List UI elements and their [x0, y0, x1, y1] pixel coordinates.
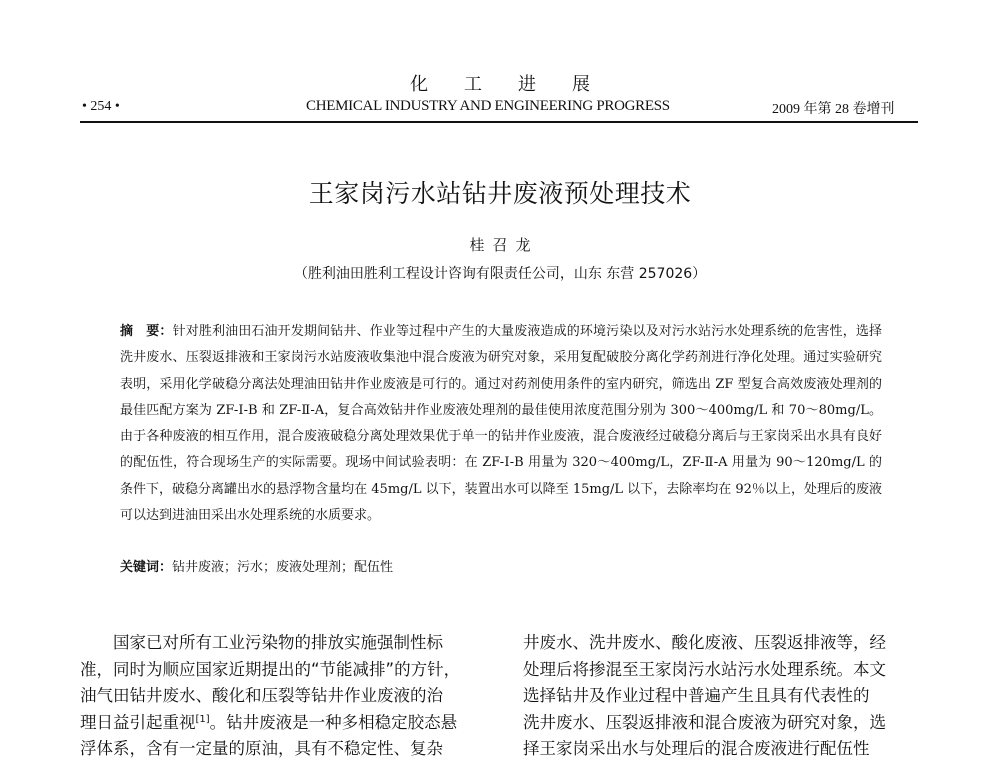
body-line: 油气田钻井废水、酸化和压裂等钻井作业废液的治 — [80, 686, 443, 705]
journal-title-en: CHEMICAL INDUSTRY AND ENGINEERING PROGRESS — [306, 98, 670, 114]
citation-ref[interactable]: [1] — [195, 713, 210, 725]
page-number: • 254 • — [82, 99, 120, 114]
journal-title-cn: 化工进展 — [410, 74, 626, 95]
keywords-text: 钻井废液；污水；废液处理剂；配伍性 — [172, 560, 394, 575]
keywords — [120, 555, 393, 581]
body-line: 国家已对所有工业污染物的排放实施强制性标 — [113, 633, 443, 652]
article-title: 王家岗污水站钻井废液预处理技术 — [308, 179, 692, 208]
body-line: 准，同时为顺应国家近期提出的“节能减排”的方针， — [80, 659, 461, 679]
body-line: 择王家岗采出水与处理后的混合废液进行配伍性 — [523, 739, 870, 758]
body-line: 洗井废水、压裂返排液和混合废液为研究对象，选 — [523, 712, 886, 732]
body-text: 。钻井废液是一种多相稳定胶态悬 — [209, 712, 458, 732]
body-line: 井废水、洗井废水、酸化废液、压裂返排液等，经 — [523, 633, 886, 652]
body-line — [80, 710, 494, 737]
issue-info: 2009 年第 28 卷增刊 — [772, 102, 895, 117]
body-column-left — [80, 630, 494, 763]
header-divider — [80, 121, 918, 123]
body-line: 处理后将掺混至王家岗污水站污水处理系统。本文 — [523, 659, 886, 679]
body-column-right — [523, 630, 917, 763]
abstract-text: 针对胜利油田石油开发期间钻井、作业等过程中产生的大量废液造成的环境污染以及对污水站污水处理系统的危害性，选择洗井废水、压裂返排液和王家岗污水站废液收集池中混合废液为研究对象，采用复配破胶分离化学药剂进行净化处理。通过实验研究表明，采用化学破稳分离法处理油田钻井作业废液是可行的。通过对药剂使用条件的室内研究，筛选出 ZF 型复合高效废液处理剂的最佳匹配方案为 ZF-Ⅰ-B 和 ZF-Ⅱ-A，复合高效钻井作业废液处理剂的最佳使用浓度范围分别为 300～400mg/L 和 70～80mg/L。由于各种废液的相互作用，混合废液破稳分离处理效果优于单一的钻井作业废液，混合废液经过破稳分离后与王家岗采出水具有良好的配伍性，符合现场生产的实际需要。现场中间试验表明：在 ZF-Ⅰ-B 用量为 320～400mg/L，ZF-Ⅱ-A 用量为 90～120mg/L 的条件下，破稳分离罐出水的悬浮物含量均在 45mg/L 以下，装置出水可以降至 15mg/L 以下，去除率均在 92％以上，处理后的废液可以达到进油田采出水处理系统的水质要求。 — [120, 324, 882, 524]
abstract — [120, 319, 882, 529]
keywords-label: 关键词： — [120, 560, 173, 575]
author-affiliation: （胜利油田胜利工程设计咨询有限责任公司，山东 东营 257026） — [293, 266, 707, 282]
body-line: 选择钻井及作业过程中普遍产生且具有代表性的 — [523, 686, 870, 705]
body-line: 浮体系，含有一定量的原油，具有不稳定性、复杂 — [80, 739, 443, 758]
abstract-label: 摘 要： — [120, 324, 173, 339]
article-author: 桂召龙 — [469, 236, 539, 254]
body-text: 理日益引起重视 — [80, 712, 196, 732]
